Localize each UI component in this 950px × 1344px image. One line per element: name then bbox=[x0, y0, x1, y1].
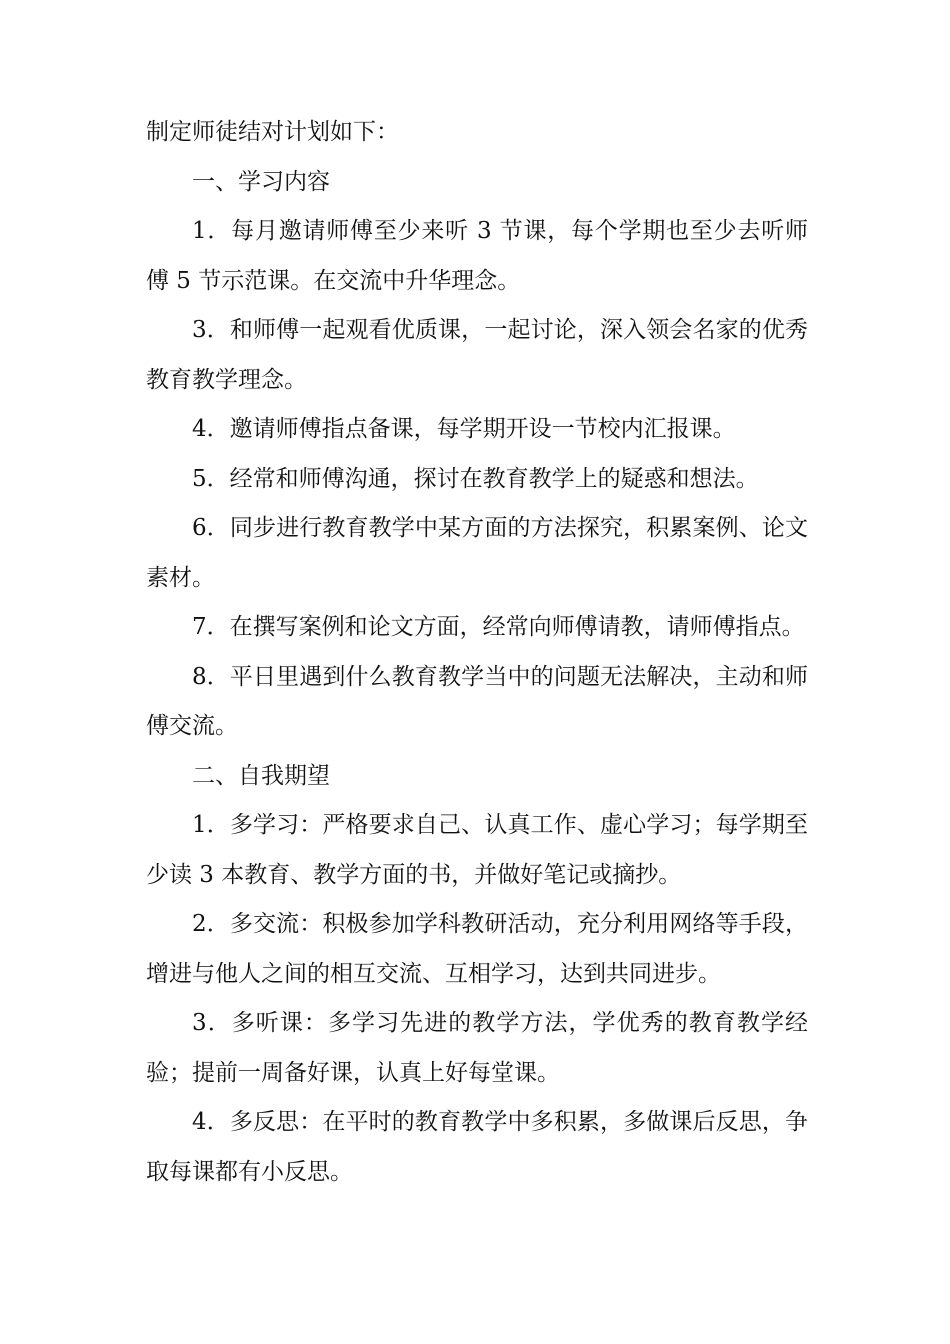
section-heading-expectations: 二、自我期望 bbox=[192, 762, 330, 789]
intro-paragraph: 制定师徒结对计划如下： bbox=[146, 119, 399, 145]
document-body bbox=[146, 108, 808, 1197]
expectation-item-1: 1．多学习：严格要求自己、认真工作、虚心学习；每学期至少读 3 本教育、教学方面的书，并做好笔记或摘抄。 bbox=[146, 812, 808, 888]
study-item-8: 8．平日里遇到什么教育教学当中的问题无法解决，主动和师傅交流。 bbox=[146, 663, 808, 739]
expectation-item-3: 3．多听课：多学习先进的教学方法，学优秀的教育教学经验；提前一周备好课，认真上好每堂课。 bbox=[146, 1010, 808, 1086]
study-item-6: 6．同步进行教育教学中某方面的方法探究，积累案例、论文素材。 bbox=[146, 515, 808, 591]
study-item-3: 3．和师傅一起观看优质课，一起讨论，深入领会名家的优秀教育教学理念。 bbox=[146, 317, 808, 393]
section-heading-study: 一、学习内容 bbox=[192, 168, 330, 195]
study-item-7: 7．在撰写案例和论文方面，经常向师傅请教，请师傅指点。 bbox=[192, 614, 805, 640]
study-item-4: 4．邀请师傅指点备课，每学期开设一节校内汇报课。 bbox=[192, 416, 736, 442]
expectation-item-4: 4．多反思：在平时的教育教学中多积累，多做课后反思，争取每课都有小反思。 bbox=[146, 1109, 808, 1185]
study-item-1: 1．每月邀请师傅至少来听 3 节课，每个学期也至少去听师傅 5 节示范课。在交流中升华理念。 bbox=[146, 218, 808, 294]
expectation-item-2: 2．多交流：积极参加学科教研活动，充分利用网络等手段，增进与他人之间的相互交流、互相学习，达到共同进步。 bbox=[146, 911, 808, 987]
study-item-5: 5．经常和师傅沟通，探讨在教育教学上的疑惑和想法。 bbox=[192, 465, 759, 492]
